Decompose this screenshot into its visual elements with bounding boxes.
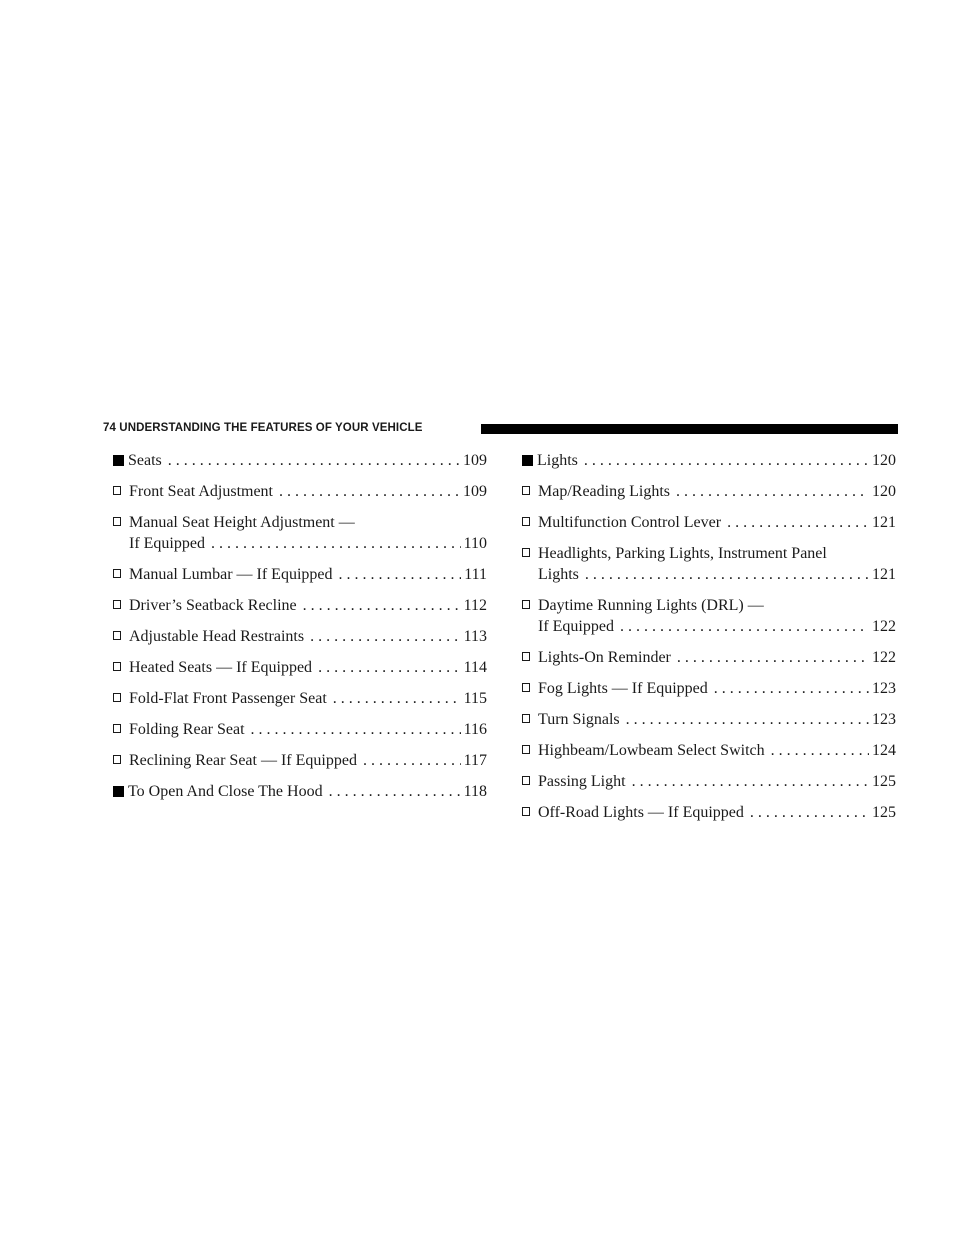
toc-subsection[interactable]	[113, 657, 487, 678]
toc-entry-title: Front Seat Adjustment	[129, 483, 273, 500]
toc-page-number: 111	[464, 566, 487, 583]
toc-page-number: 120	[872, 452, 896, 469]
toc-page-number: 120	[872, 483, 896, 500]
toc-entry-title: If Equipped	[538, 618, 614, 635]
dot-leader	[750, 802, 869, 823]
toc-page-number: 118	[463, 783, 487, 800]
toc-subsection[interactable]	[522, 595, 896, 637]
toc-section[interactable]	[113, 781, 487, 802]
toc-subsection[interactable]	[522, 709, 896, 730]
hollow-box-icon	[522, 683, 530, 692]
toc-page-number: 116	[463, 721, 487, 738]
dot-leader	[676, 481, 869, 502]
dot-leader	[318, 657, 461, 678]
dot-leader	[310, 626, 461, 647]
dot-leader	[329, 781, 461, 802]
dot-leader	[211, 533, 461, 554]
dot-leader	[714, 678, 869, 699]
dot-leader	[303, 595, 461, 616]
dot-leader	[620, 616, 869, 637]
toc-subsection[interactable]	[113, 564, 487, 585]
toc-entry-title: Folding Rear Seat	[129, 721, 245, 738]
toc-page-number: 113	[463, 628, 487, 645]
toc-page-number: 125	[872, 773, 896, 790]
hollow-box-icon	[113, 631, 121, 640]
hollow-box-icon	[113, 662, 121, 671]
toc-entry-title: Lights-On Reminder	[538, 649, 671, 666]
toc-entry-title: Lights	[538, 566, 579, 583]
toc-entry-title: Manual Lumbar — If Equipped	[129, 566, 333, 583]
toc-page-number: 121	[872, 566, 896, 583]
toc-entry-title: Reclining Rear Seat — If Equipped	[129, 752, 357, 769]
dot-leader	[632, 771, 869, 792]
toc-subsection[interactable]	[113, 626, 487, 647]
square-bullet-icon	[113, 455, 124, 466]
toc-page-number: 124	[872, 742, 896, 759]
toc-entry-title-first-line: Daytime Running Lights (DRL) —	[538, 597, 764, 614]
toc-entry-title: Off-Road Lights — If Equipped	[538, 804, 744, 821]
toc-subsection[interactable]	[522, 647, 896, 668]
toc-page-number: 115	[463, 690, 487, 707]
toc-page-number: 114	[463, 659, 487, 676]
hollow-box-icon	[522, 714, 530, 723]
toc-page-number: 112	[463, 597, 487, 614]
dot-leader	[279, 481, 460, 502]
toc-subsection[interactable]	[522, 512, 896, 533]
toc-entry-title: Heated Seats — If Equipped	[129, 659, 313, 676]
dot-leader	[333, 688, 461, 709]
toc-page-number: 110	[463, 535, 487, 552]
toc-entry-title: Highbeam/Lowbeam Select Switch	[538, 742, 765, 759]
hollow-box-icon	[522, 548, 530, 557]
toc-page-number: 125	[872, 804, 896, 821]
toc-entry-title: Driver’s Seatback Recline	[129, 597, 297, 614]
dot-leader	[771, 740, 869, 761]
toc-subsection[interactable]	[522, 740, 896, 761]
toc-column-right	[522, 450, 896, 833]
hollow-box-icon	[522, 517, 530, 526]
dot-leader	[339, 564, 462, 585]
hollow-box-icon	[522, 652, 530, 661]
dot-leader	[727, 512, 869, 533]
toc-entry-title: Map/Reading Lights	[538, 483, 670, 500]
toc-entry-title-first-line: Manual Seat Height Adjustment —	[129, 514, 355, 531]
toc-subsection[interactable]	[522, 678, 896, 699]
toc-subsection[interactable]	[113, 688, 487, 709]
dot-leader	[168, 450, 460, 471]
toc-entry-title: Lights	[537, 452, 578, 469]
toc-page-number: 121	[872, 514, 896, 531]
toc-section[interactable]	[522, 450, 896, 471]
dot-leader	[677, 647, 869, 668]
toc-section[interactable]	[113, 450, 487, 471]
toc-subsection[interactable]	[113, 750, 487, 771]
square-bullet-icon	[522, 455, 533, 466]
toc-page-number: 122	[872, 618, 896, 635]
square-bullet-icon	[113, 786, 124, 797]
toc-entry-title: Fog Lights — If Equipped	[538, 680, 708, 697]
hollow-box-icon	[522, 776, 530, 785]
toc-subsection[interactable]	[522, 481, 896, 502]
dot-leader	[584, 450, 869, 471]
dot-leader	[251, 719, 461, 740]
toc-entry-title: Passing Light	[538, 773, 626, 790]
toc-entry-title-first-line: Headlights, Parking Lights, Instrument Panel	[538, 545, 827, 562]
toc-page-number: 109	[463, 483, 487, 500]
hollow-box-icon	[113, 569, 121, 578]
toc-subsection[interactable]	[522, 543, 896, 585]
toc-page-number: 123	[872, 711, 896, 728]
toc-subsection[interactable]	[522, 771, 896, 792]
toc-entry-title: Turn Signals	[538, 711, 620, 728]
toc-page-number: 123	[872, 680, 896, 697]
toc-entry-title: If Equipped	[129, 535, 205, 552]
toc-subsection[interactable]	[522, 802, 896, 823]
dot-leader	[363, 750, 461, 771]
toc-subsection[interactable]	[113, 719, 487, 740]
hollow-box-icon	[113, 517, 121, 526]
toc-column-left	[113, 450, 487, 812]
toc-subsection[interactable]	[113, 481, 487, 502]
toc-entry-title: To Open And Close The Hood	[128, 783, 323, 800]
page-header	[103, 420, 898, 440]
toc-subsection[interactable]	[113, 512, 487, 554]
hollow-box-icon	[113, 724, 121, 733]
hollow-box-icon	[522, 486, 530, 495]
toc-entry-title: Fold-Flat Front Passenger Seat	[129, 690, 327, 707]
toc-page-number: 117	[463, 752, 487, 769]
hollow-box-icon	[522, 745, 530, 754]
toc-entry-title: Adjustable Head Restraints	[129, 628, 305, 645]
hollow-box-icon	[113, 600, 121, 609]
toc-page-number: 109	[463, 452, 487, 469]
hollow-box-icon	[113, 693, 121, 702]
dot-leader	[585, 564, 869, 585]
dot-leader	[626, 709, 869, 730]
toc-entry-title: Seats	[128, 452, 162, 469]
hollow-box-icon	[522, 600, 530, 609]
hollow-box-icon	[113, 755, 121, 764]
hollow-box-icon	[113, 486, 121, 495]
header-rule	[481, 424, 898, 434]
page-header-label: 74 UNDERSTANDING THE FEATURES OF YOUR VEHICLE	[103, 422, 423, 434]
toc-page-number: 122	[872, 649, 896, 666]
toc-subsection[interactable]	[113, 595, 487, 616]
toc-entry-title: Multifunction Control Lever	[538, 514, 722, 531]
hollow-box-icon	[522, 807, 530, 816]
